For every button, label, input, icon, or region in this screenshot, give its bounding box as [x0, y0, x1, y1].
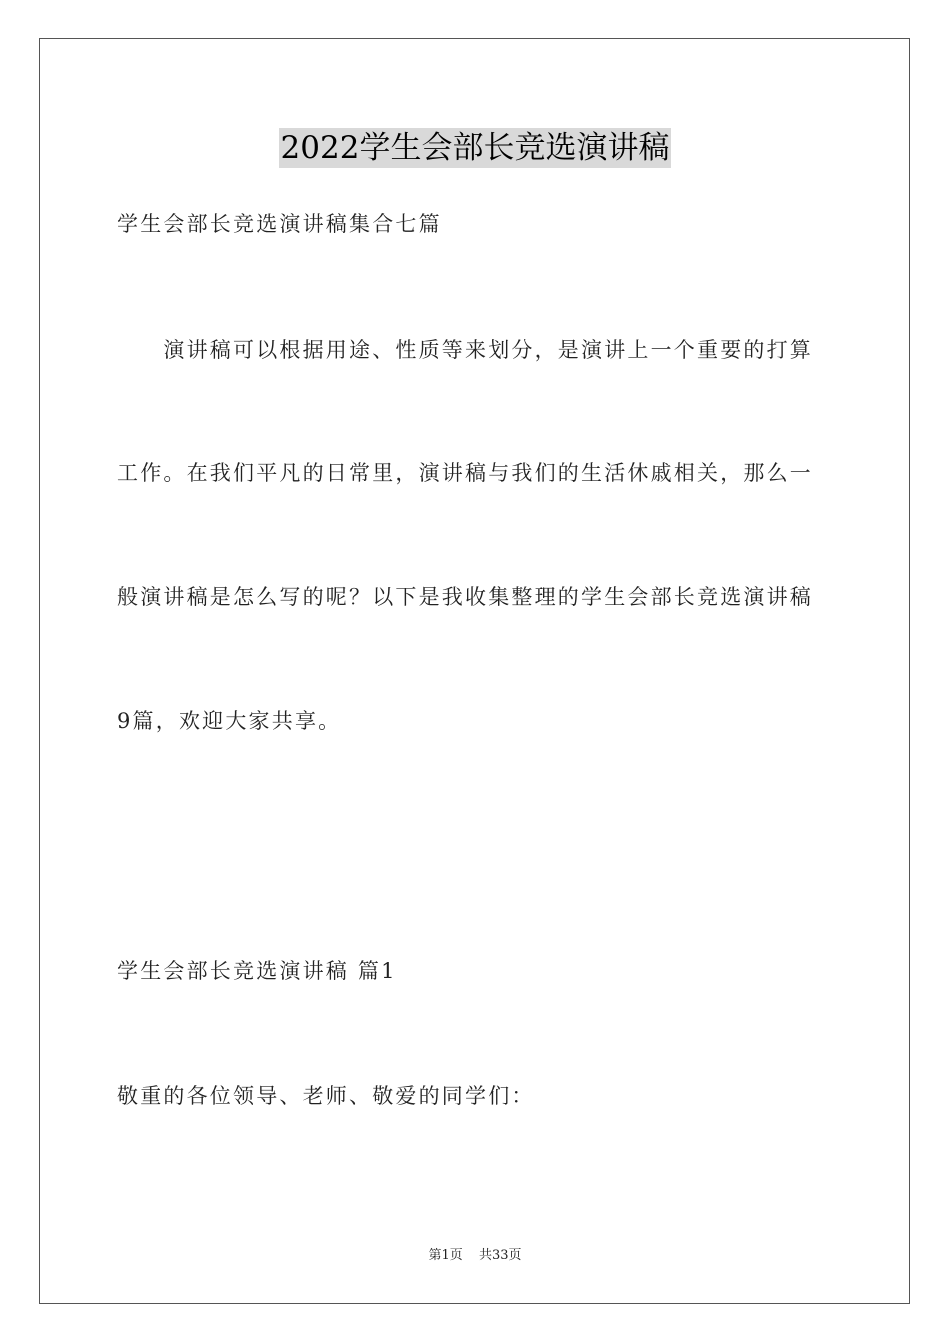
section-heading: 学生会部长竞选演讲稿 篇1	[117, 959, 397, 983]
document-title: 2022学生会部长竞选演讲稿	[280, 130, 670, 166]
paragraph-line-2: 工作。在我们平凡的日常里，演讲稿与我们的生活休戚相关，那么一	[117, 461, 813, 485]
paragraph-line-3: 般演讲稿是怎么写的呢？以下是我收集整理的学生会部长竞选演讲稿	[117, 585, 813, 609]
page-number: 第1页	[428, 1248, 463, 1263]
page-footer	[0, 1247, 950, 1265]
page-total: 共33页	[478, 1248, 522, 1263]
paragraph-line-4: 9篇，欢迎大家共享。	[117, 709, 342, 733]
salutation: 敬重的各位领导、老师、敬爱的同学们：	[117, 1084, 535, 1108]
title-container	[0, 128, 950, 168]
document-subtitle: 学生会部长竞选演讲稿集合七篇	[117, 212, 442, 236]
paragraph-line-1: 演讲稿可以根据用途、性质等来划分，是演讲上一个重要的打算	[117, 338, 813, 362]
